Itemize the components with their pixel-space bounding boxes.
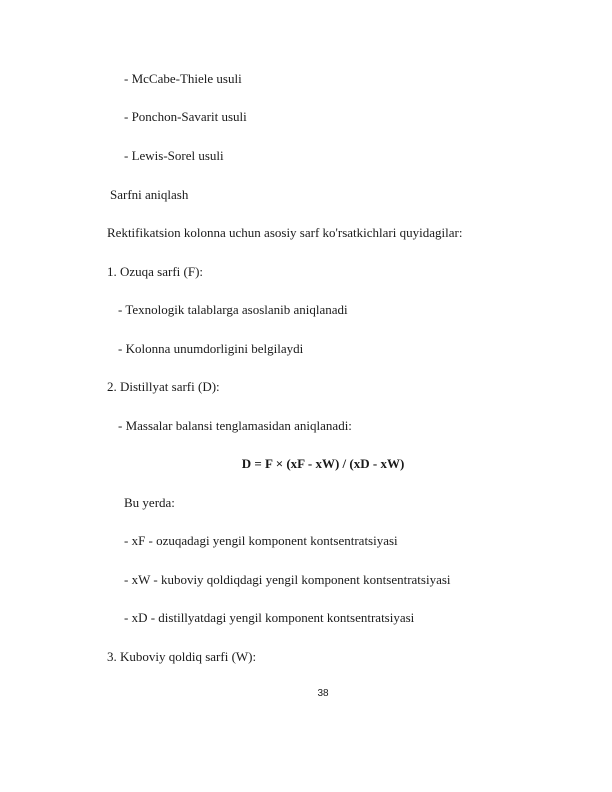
page-number: 38 bbox=[317, 688, 329, 699]
where-label: Bu yerda: bbox=[124, 495, 175, 510]
definition-xf: - xF - ozuqadagi yengil komponent kontsentratsiyasi bbox=[124, 533, 398, 548]
distillate-formula: D = F × (xF - xW) / (xD - xW) bbox=[241, 456, 405, 471]
definition-xd: - xD - distillyatdagi yengil komponent kontsentratsiyasi bbox=[124, 610, 415, 625]
sub-item-feed-capacity: - Kolonna unumdorligini belgilaydi bbox=[118, 341, 304, 356]
method-item-mccabe-thiele: - McCabe-Thiele usuli bbox=[124, 71, 242, 86]
list-item-feed-flow: 1. Ozuqa sarfi (F): bbox=[107, 264, 204, 279]
section-heading: Sarfni aniqlash bbox=[110, 187, 189, 202]
intro-paragraph: Rektifikatsion kolonna uchun asosiy sarf ko'rsatkichlari quyidagilar: bbox=[107, 225, 463, 240]
sub-item-mass-balance: - Massalar balansi tenglamasidan aniqlanadi: bbox=[118, 418, 352, 433]
method-item-lewis-sorel: - Lewis-Sorel usuli bbox=[124, 148, 224, 163]
sub-item-feed-technological: - Texnologik talablarga asoslanib aniqlanadi bbox=[118, 302, 348, 317]
definition-xw: - xW - kuboviy qoldiqdagi yengil komponent kontsentratsiyasi bbox=[124, 572, 451, 587]
method-item-ponchon-savarit: - Ponchon-Savarit usuli bbox=[124, 109, 247, 124]
list-item-distillate-flow: 2. Distillyat sarfi (D): bbox=[107, 379, 220, 394]
list-item-bottoms-flow: 3. Kuboviy qoldiq sarfi (W): bbox=[107, 649, 257, 664]
